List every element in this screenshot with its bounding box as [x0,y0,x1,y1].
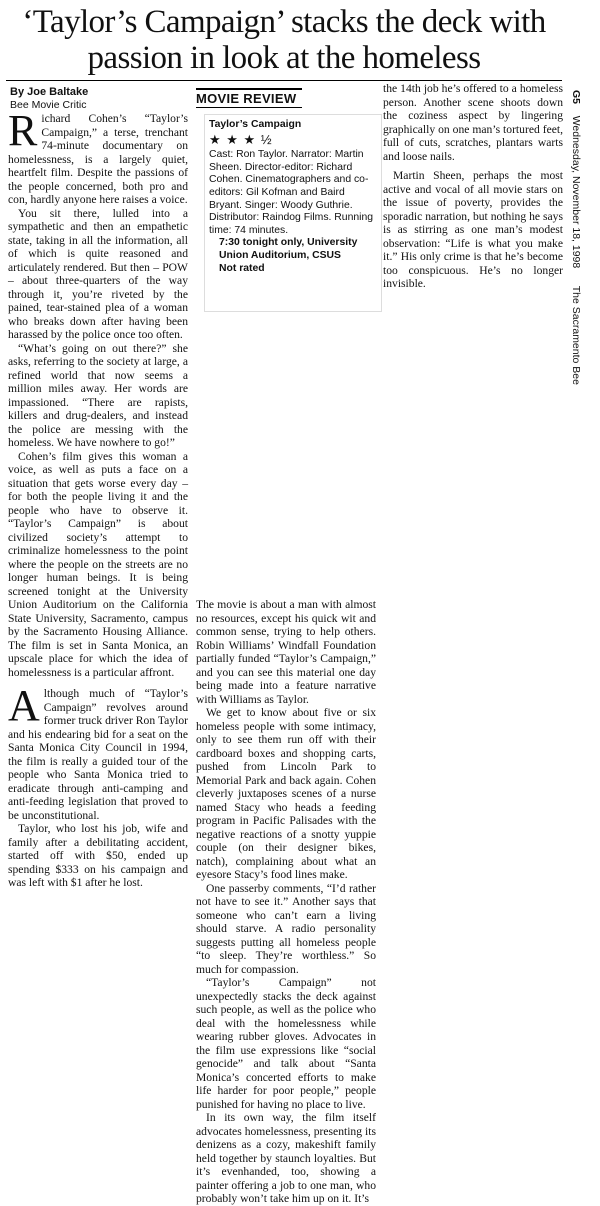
headline: ‘Taylor’s Campaign’ stacks the deck with passion in look at the homeless [22,4,546,76]
paragraph: One passerby comments, “I’d rather not have to see it.” Another says that someone who can’t earn a living should starve. A radio personality suggests putting all homeless people “to sleep. They’re worthless.” So much for compassion. [196,881,376,976]
headline-rule [6,80,562,81]
byline-name: By Joe Baltake [10,86,89,98]
paragraph: Taylor, who lost his job, wife and family after a debilitating accident, started off with $50, ended up spending $333 on his campaign and was left with $1 after he lost. [8,822,188,889]
movie-review-tag: MOVIE REVIEW [196,88,302,108]
review-showtime: 7:30 tonight only, University Union Auditorium, CSUS [219,237,358,261]
paragraph [8,681,188,822]
review-rating: Not rated [219,262,265,274]
issue-date: Wednesday, November 18, 1998 [570,115,582,269]
paragraph-text: ichard Cohen’s “Taylor’s Campaign,” a terse, trenchant 74-minute documentary on homelessness, is a largely quiet, heartfelt film. Despite the passions of the people concerned, both pro and con, hardly anyone here raises a voice. [8,112,188,206]
paragraph-text: lthough much of “Taylor’s Campaign” revolves around former truck driver Ron Taylor and his endearing bid for a seat on the Santa Monica City Council in 1994, the film is really a guided tour of the people who Santa Monica tried to eradicate through anti-camping and anti-feeding legislation that proved to be unconstitutional. [8,687,188,822]
byline-title: Bee Movie Critic [10,99,87,111]
page-folio [568,90,590,390]
paragraph: Martin Sheen, perhaps the most active and vocal of all movie stars on the issue of poverty, provides the sporadic narration, but nothing he says is as stirring as one man’s modest observation: “Life is what you make it.” His only crime is that he’s become too conspicuous. He’s no longer invisible. [383,169,563,290]
star-rating: ★ ★ ★ ½ [209,131,273,147]
paragraph: We get to know about five or six homeless people with some intimacy, only to see them run off with their cardboard boxes and shopping carts, pushed from Lincoln Park to Memorial Park and back again. Cohen cleverly juxtaposes scenes of a nurse named Stacy who heads a feeding program in Pacific Palisades with the negative reactions of a snotty yuppie couple (on their designer bikes, natch), complaining about what an eyesore Stacy’s food lines make. [196,706,376,881]
movie-review-box [196,88,376,594]
drop-cap: R [8,106,38,155]
review-credits: Cast: Ron Taylor. Narrator: Martin Sheen. Director-editor: Richard Cohen. Cinematographers and co-editors: Gil Kofman and Baird Bryant. Singer: Woody Guthrie. Distributor: Raindog Films. Running time: 74 minutes. [209,149,374,236]
drop-cap: A [8,681,40,730]
page-number: G5 [570,90,582,105]
paragraph: “What’s going on out there?” she asks, referring to the society at large, a refined world that now seems a million miles away. Her words are impassioned. “There are rapists, killers and drug-dealers, and instead the police are messing with the homeless. We have nowhere to go!” [8,341,188,449]
paragraph: The movie is about a man with almost no resources, except his quick wit and common sense, trying to help others. Robin Williams’ Windfall Foundation partially funded “Taylor’s Campaign,” and you can see this material one day being made into a feature narrative with Williams as Taylor. [196,598,376,706]
review-info-box [204,114,382,312]
column-3 [383,82,563,291]
column-2 [196,598,376,1206]
folio-text [570,90,582,385]
newspaper-name: The Sacramento Bee [570,285,582,385]
paragraph: “Taylor’s Campaign” not unexpectedly stacks the deck against such people, as well as the police who deal with the homelessness while wearing rubber gloves. Advocates in the film use expressions like “social genocide” and talk about “Santa Monica’s concerted efforts to make life harder for poor people,” people punished for having no place to live. [196,976,376,1111]
paragraph: the 14th job he’s offered to a homeless person. Another scene shoots down the coziness aspect by lingering graphically on one man’s tortured feet, full of cuts, scratches, plantars warts and loose nails. [383,82,563,163]
column-1 [8,106,188,890]
paragraph: In its own way, the film itself advocates homelessness, presenting its denizens as a cozy, makeshift family held together by staunch loyalties. But it’s evenhanded, too, showing a painter offering a job to one man, who probably won’t take him up on it. It’s [196,1111,376,1205]
paragraph: Cohen’s film gives this woman a voice, as well as puts a face on a situation that gets worse every day – for both the people living it and the people who have to observe it. “Taylor’s Campaign” is about civilized society’s attempt to criminalize homelessness to the point where the people on the streets are no longer human beings. It is being screened tonight at the University Union Auditorium on the California State University, Sacramento, campus by the Sacramento Housing Alliance. The film is set in Santa Monica, an upscale place for which the idea of homelessness is a particular affront. [8,449,188,679]
paragraph: You sit there, lulled into a sympathetic and then an empathetic state, taking in all the information, all of which is quite reasoned and articulately rendered. But then – POW – about three-quarters of the way through it, you’re riveted by the pained, tear-stained plea of a woman who breaks down after having been harassed by the police once too often. [8,206,188,341]
byline [10,86,190,112]
paragraph [8,106,188,207]
review-movie-title: Taylor’s Campaign [209,119,302,130]
